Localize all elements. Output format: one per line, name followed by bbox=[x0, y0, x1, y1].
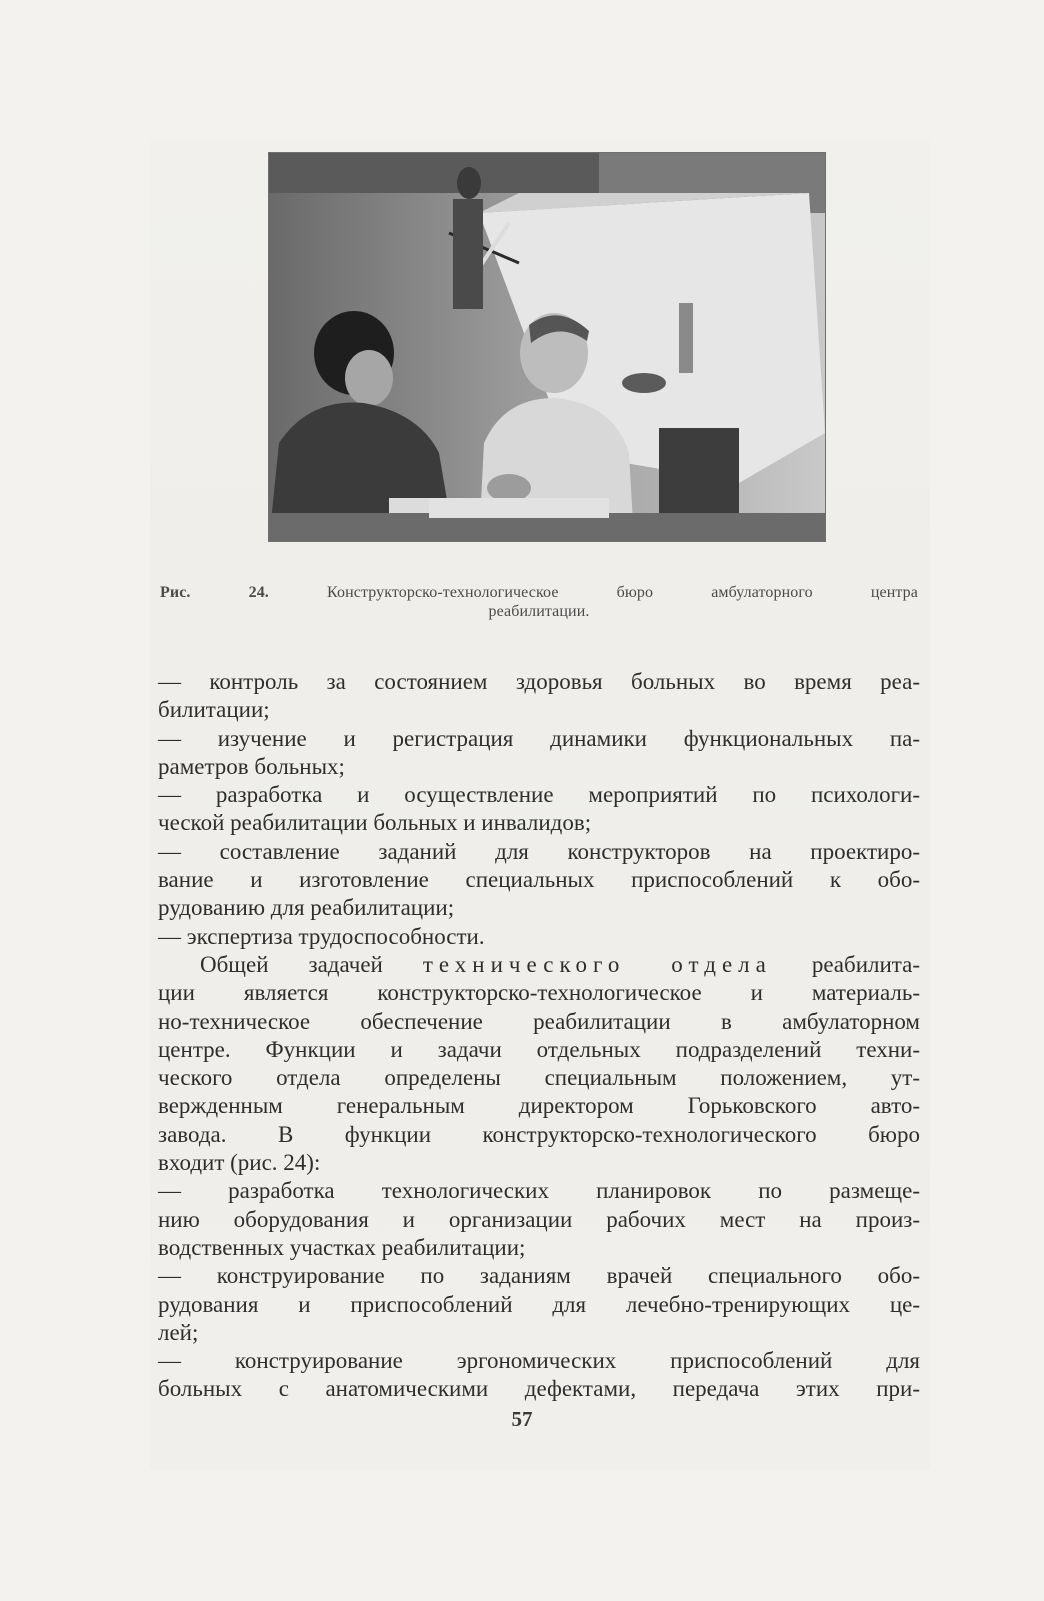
text-line: вержденным генеральным директором Горьковского авто- bbox=[158, 1093, 920, 1119]
text-line: ческой реабилитации больных и инвалидов; bbox=[158, 810, 592, 836]
paragraph-emphasis: технического отдела bbox=[422, 951, 772, 977]
text-line: — разработка технологических планировок по размеще- bbox=[158, 1178, 920, 1204]
text-line: центре. Функции и задачи отдельных подразделений техни- bbox=[158, 1036, 920, 1062]
text-line: рудованию для реабилитации; bbox=[158, 895, 455, 921]
text-line: — изучение и регистрация динамики функциональных па- bbox=[158, 725, 920, 751]
page-number: 57 bbox=[511, 1407, 533, 1431]
text-line: нию оборудования и организации рабочих мест на произ- bbox=[158, 1206, 920, 1232]
paragraph-lead-end: реабилита- bbox=[811, 951, 921, 977]
figure-label: Рис. 24. bbox=[160, 584, 269, 601]
text-line: — разработка и осуществление мероприятий по психологи- bbox=[158, 782, 920, 808]
text-line: — контроль за состоянием здоровья больных во время реа- bbox=[158, 669, 920, 694]
caption-line-2: реабилитации. bbox=[488, 603, 590, 620]
body-text bbox=[158, 668, 920, 1404]
list-block bbox=[158, 668, 920, 951]
paragraph-first-line bbox=[158, 951, 920, 979]
text-line: — экспертиза трудоспособности. bbox=[158, 923, 485, 949]
caption-text: Конструкторско-технологическое бюро амбулаторного центра bbox=[327, 584, 918, 601]
paragraph-block bbox=[158, 979, 920, 1403]
text-line: лей; bbox=[158, 1319, 199, 1345]
text-line: водственных участках реабилитации; bbox=[158, 1234, 526, 1260]
paragraph-lead: Общей задачей bbox=[200, 951, 383, 977]
text-line: ческого отдела определены специальным положением, ут- bbox=[158, 1065, 920, 1091]
figure-photo bbox=[268, 152, 826, 542]
text-line: ции является конструкторско-технологическое и материаль- bbox=[158, 980, 920, 1006]
text-line: рудования и приспособлений для лечебно-тренирующих це- bbox=[158, 1291, 920, 1317]
photo-illustration bbox=[269, 153, 825, 541]
text-line: — конструирование по заданиям врачей специального обо- bbox=[158, 1263, 920, 1289]
text-line: — составление заданий для конструкторов на проектиро- bbox=[158, 838, 920, 864]
text-line: билитации; bbox=[158, 697, 270, 723]
text-line: вание и изготовление специальных приспособлений к обо- bbox=[158, 867, 920, 893]
figure-caption bbox=[160, 583, 918, 621]
text-line: но-техническое обеспечение реабилитации в амбулаторном bbox=[158, 1008, 920, 1034]
text-line: раметров больных; bbox=[158, 753, 345, 779]
caption-line-1 bbox=[160, 583, 918, 602]
text-line: завода. В функции конструкторско-технологического бюро bbox=[158, 1121, 920, 1147]
text-line: — конструирование эргономических приспособлений для bbox=[158, 1348, 920, 1374]
text-line: больных с анатомическими дефектами, передача этих при- bbox=[158, 1376, 920, 1402]
text-line: входит (рис. 24): bbox=[158, 1150, 321, 1176]
